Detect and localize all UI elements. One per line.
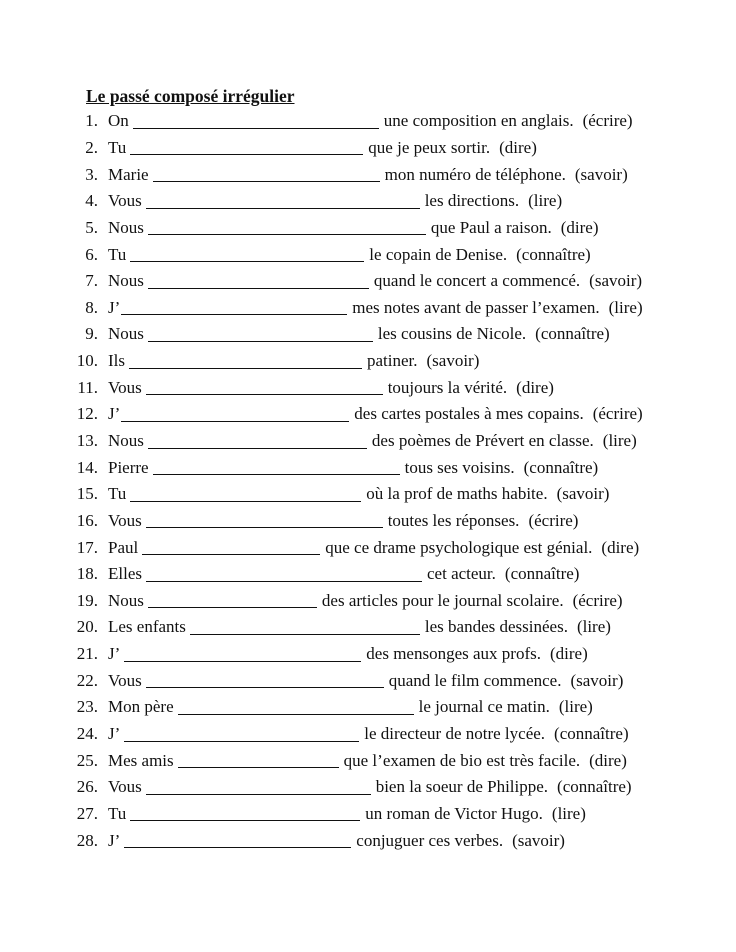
- item-sentence-rest: tous ses voisins.: [404, 457, 515, 477]
- item-infinitive: (écrire): [592, 404, 643, 424]
- answer-blank[interactable]: [146, 673, 384, 688]
- exercise-item: [60, 294, 710, 321]
- answer-blank[interactable]: [124, 647, 361, 662]
- item-subject: Ils: [108, 351, 125, 371]
- answer-blank[interactable]: [121, 300, 347, 315]
- item-number: 20.: [76, 617, 98, 637]
- item-sentence-rest: patiner.: [367, 351, 418, 371]
- item-infinitive: (connaître): [516, 244, 591, 264]
- item-sentence-rest: quand le film commence.: [388, 670, 562, 690]
- item-infinitive: (lire): [558, 697, 593, 717]
- item-number: 17.: [76, 537, 98, 557]
- item-sentence-rest: cet acteur.: [427, 564, 496, 584]
- answer-blank[interactable]: [130, 487, 361, 502]
- item-subject: Mes amis: [108, 750, 174, 770]
- exercise-item: [60, 188, 710, 215]
- item-infinitive: (lire): [608, 297, 643, 317]
- item-infinitive: (savoir): [556, 484, 610, 504]
- item-infinitive: (savoir): [426, 351, 480, 371]
- exercise-item: [60, 827, 710, 854]
- item-subject: Paul: [108, 537, 139, 557]
- item-subject: On: [108, 111, 129, 131]
- answer-blank[interactable]: [178, 753, 339, 768]
- item-subject: Vous: [108, 510, 142, 530]
- item-subject: Tu: [108, 137, 127, 157]
- exercise-item: [60, 721, 710, 748]
- answer-blank[interactable]: [190, 620, 420, 635]
- item-sentence-rest: le copain de Denise.: [369, 244, 508, 264]
- exercise-item: [60, 667, 710, 694]
- item-infinitive: (lire): [576, 617, 611, 637]
- exercise-item: [60, 321, 710, 348]
- item-number: 16.: [76, 510, 98, 530]
- answer-blank[interactable]: [146, 513, 383, 528]
- exercise-item: [60, 774, 710, 801]
- item-infinitive: (savoir): [570, 670, 624, 690]
- item-number: 1.: [85, 111, 98, 131]
- item-number: 3.: [85, 164, 98, 184]
- answer-blank[interactable]: [153, 460, 400, 475]
- item-infinitive: (dire): [516, 377, 554, 397]
- item-sentence-rest: les cousins de Nicole.: [377, 324, 527, 344]
- answer-blank[interactable]: [133, 114, 379, 129]
- item-subject: Nous: [108, 431, 144, 450]
- item-number: 6.: [85, 244, 98, 264]
- item-number: 21.: [76, 644, 98, 664]
- item-subject: Les enfants: [108, 617, 186, 637]
- item-sentence-rest: un roman de Victor Hugo.: [365, 803, 543, 823]
- exercise-item: [60, 215, 710, 242]
- answer-blank[interactable]: [129, 354, 362, 369]
- item-infinitive: (connaître): [535, 324, 610, 344]
- answer-blank[interactable]: [121, 407, 349, 422]
- exercise-item: [60, 374, 710, 401]
- item-sentence-rest: les directions.: [424, 191, 520, 211]
- item-subject: Nous: [108, 271, 144, 291]
- item-infinitive: (lire): [551, 803, 586, 823]
- answer-blank[interactable]: [124, 727, 359, 742]
- item-number: 9.: [85, 324, 98, 344]
- item-number: 7.: [85, 271, 98, 291]
- answer-blank[interactable]: [148, 274, 369, 289]
- item-sentence-rest: que ce drame psychologique est génial.: [325, 537, 593, 557]
- item-subject: Vous: [108, 191, 142, 211]
- item-infinitive: (écrire): [528, 510, 579, 530]
- item-subject: Elles: [108, 564, 142, 584]
- item-sentence-rest: des mensonges aux profs.: [366, 644, 541, 664]
- item-sentence-rest: le directeur de notre lycée.: [364, 724, 546, 744]
- item-subject: Mon père: [108, 697, 174, 717]
- item-sentence-rest: mon numéro de téléphone.: [384, 164, 566, 184]
- item-number: 22.: [76, 670, 98, 690]
- exercise-item: [60, 801, 710, 828]
- exercise-item: [60, 534, 710, 561]
- exercise-item: [60, 481, 710, 508]
- answer-blank[interactable]: [146, 567, 422, 582]
- item-sentence-rest: que Paul a raison.: [430, 217, 552, 237]
- item-sentence-rest: quand le concert a commencé.: [373, 271, 581, 291]
- item-infinitive: (dire): [601, 537, 640, 557]
- exercise-item: [60, 561, 710, 588]
- answer-blank[interactable]: [142, 540, 320, 555]
- answer-blank[interactable]: [148, 220, 426, 235]
- item-number: 27.: [76, 803, 98, 823]
- item-number: 2.: [85, 137, 98, 157]
- item-infinitive: (dire): [549, 644, 588, 664]
- answer-blank[interactable]: [148, 434, 367, 449]
- item-subject: Pierre: [108, 457, 149, 477]
- exercise-item: [60, 641, 710, 668]
- item-infinitive: (écrire): [582, 111, 633, 131]
- item-infinitive: (lire): [528, 191, 563, 211]
- item-sentence-rest: des poèmes de Prévert en classe.: [371, 431, 594, 450]
- item-sentence-rest: conjuguer ces verbes.: [356, 830, 504, 850]
- item-infinitive: (savoir): [574, 164, 628, 184]
- item-subject: Nous: [108, 590, 144, 610]
- item-sentence-rest: mes notes avant de passer l’examen.: [352, 297, 600, 317]
- item-infinitive: (dire): [560, 217, 599, 237]
- item-sentence-rest: le journal ce matin.: [418, 697, 550, 717]
- exercise-item: [60, 428, 710, 455]
- exercise-item: [60, 694, 710, 721]
- answer-blank[interactable]: [178, 700, 414, 715]
- item-infinitive: (savoir): [512, 830, 565, 850]
- answer-blank[interactable]: [148, 327, 373, 342]
- item-number: 23.: [76, 697, 98, 717]
- item-number: 14.: [76, 457, 98, 477]
- item-subject: Tu: [108, 244, 127, 264]
- answer-blank[interactable]: [146, 380, 383, 395]
- item-infinitive: (connaître): [504, 564, 580, 584]
- item-infinitive: (dire): [499, 137, 537, 157]
- exercise-item: [60, 508, 710, 535]
- item-number: 13.: [76, 431, 98, 450]
- item-number: 26.: [76, 777, 98, 797]
- answer-blank[interactable]: [130, 806, 360, 821]
- answer-blank[interactable]: [148, 593, 317, 608]
- answer-blank[interactable]: [130, 140, 363, 155]
- item-subject: Tu: [108, 803, 127, 823]
- answer-blank[interactable]: [130, 247, 364, 262]
- item-subject: J’: [108, 724, 121, 744]
- item-subject: Tu: [108, 484, 127, 504]
- item-number: 8.: [85, 297, 98, 317]
- item-number: 18.: [76, 564, 98, 584]
- item-infinitive: (lire): [602, 431, 637, 450]
- item-number: 5.: [85, 217, 98, 237]
- item-subject: J’: [108, 297, 121, 317]
- exercise-item: [60, 135, 710, 162]
- answer-blank[interactable]: [146, 194, 420, 209]
- item-infinitive: (connaître): [554, 724, 629, 744]
- item-sentence-rest: que l’examen de bio est très facile.: [343, 750, 581, 770]
- exercise-item: [60, 747, 710, 774]
- item-sentence-rest: toutes les réponses.: [387, 510, 520, 530]
- item-number: 12.: [76, 404, 98, 424]
- exercise-item: [60, 268, 710, 295]
- answer-blank[interactable]: [146, 780, 371, 795]
- item-number: 28.: [76, 830, 98, 850]
- item-number: 15.: [76, 484, 98, 504]
- item-infinitive: (dire): [589, 750, 627, 770]
- item-number: 19.: [76, 590, 98, 610]
- answer-blank[interactable]: [153, 167, 380, 182]
- item-subject: Vous: [108, 777, 142, 797]
- item-number: 10.: [76, 351, 98, 371]
- item-subject: Nous: [108, 217, 144, 237]
- exercise-item: [60, 161, 710, 188]
- item-number: 25.: [76, 750, 98, 770]
- item-number: 4.: [85, 191, 98, 211]
- item-sentence-rest: que je peux sortir.: [368, 137, 491, 157]
- item-infinitive: (savoir): [589, 271, 643, 291]
- exercise-item: [60, 454, 710, 481]
- item-number: 11.: [77, 377, 98, 397]
- item-sentence-rest: des cartes postales à mes copains.: [354, 404, 584, 424]
- exercise-item: [60, 588, 710, 615]
- exercise-item: [60, 401, 710, 428]
- item-subject: Nous: [108, 324, 144, 344]
- item-sentence-rest: toujours la vérité.: [387, 377, 508, 397]
- exercise-list: [60, 108, 710, 854]
- exercise-item: [60, 108, 710, 135]
- item-subject: J’: [108, 404, 121, 424]
- item-sentence-rest: où la prof de maths habite.: [366, 484, 548, 504]
- exercise-item: [60, 241, 710, 268]
- item-subject: Vous: [108, 670, 142, 690]
- item-sentence-rest: des articles pour le journal scolaire.: [321, 590, 564, 610]
- item-number: 24.: [76, 724, 98, 744]
- exercise-item: [60, 614, 710, 641]
- item-sentence-rest: les bandes dessinées.: [424, 617, 568, 637]
- item-subject: J’: [108, 644, 121, 664]
- answer-blank[interactable]: [124, 833, 351, 848]
- item-subject: Vous: [108, 377, 142, 397]
- item-sentence-rest: une composition en anglais.: [383, 111, 574, 131]
- worksheet-title: Le passé composé irrégulier: [86, 86, 295, 106]
- exercise-item: [60, 348, 710, 375]
- item-subject: J’: [108, 830, 121, 850]
- item-sentence-rest: bien la soeur de Philippe.: [375, 777, 549, 797]
- item-infinitive: (connaître): [523, 457, 599, 477]
- item-subject: Marie: [108, 164, 149, 184]
- item-infinitive: (connaître): [557, 777, 632, 797]
- item-infinitive: (écrire): [572, 590, 623, 610]
